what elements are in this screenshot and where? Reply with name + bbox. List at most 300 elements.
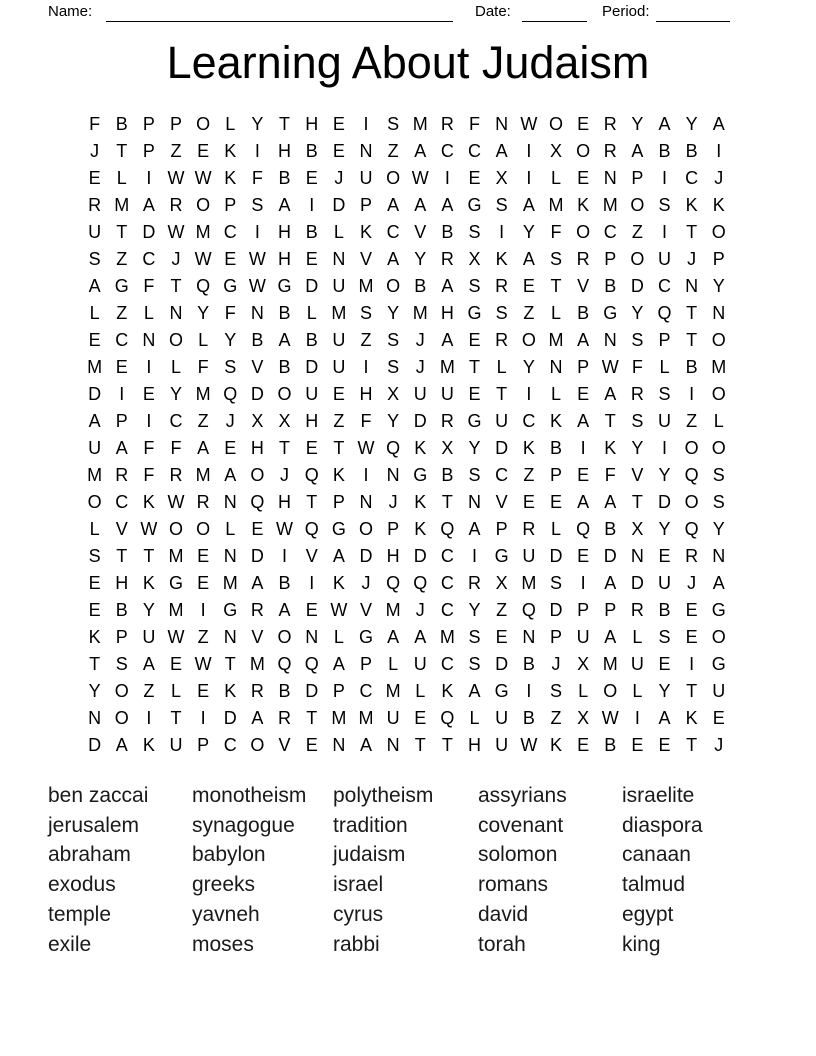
grid-cell: Z	[496, 600, 508, 620]
grid-cell: A	[712, 573, 725, 593]
grid-cell: Y	[658, 681, 671, 701]
grid-cell: M	[548, 195, 564, 215]
grid-cell: D	[305, 276, 319, 296]
grid-cell: L	[550, 519, 561, 539]
grid-cell: S	[88, 249, 101, 269]
grid-cell: I	[363, 465, 369, 485]
grid-cell: U	[658, 249, 672, 269]
grid-cell: E	[197, 546, 210, 566]
grid-cell: E	[88, 330, 101, 350]
grid-cell: R	[250, 681, 264, 701]
grid-cell: C	[169, 411, 183, 431]
grid-cell: H	[250, 438, 264, 458]
grid-cell: O	[603, 681, 618, 701]
grid-cell: A	[658, 708, 671, 728]
grid-cell: G	[494, 681, 509, 701]
grid-cell: O	[358, 519, 373, 539]
grid-cell: K	[414, 519, 427, 539]
grid-cell: Y	[387, 411, 400, 431]
grid-cell: Z	[523, 465, 535, 485]
grid-cell: T	[686, 222, 698, 242]
grid-cell: G	[711, 600, 726, 620]
grid-cell: Q	[440, 519, 455, 539]
grid-cell: S	[468, 465, 481, 485]
grid-cell: S	[658, 195, 671, 215]
grid-cell: P	[577, 600, 590, 620]
grid-cell: I	[662, 438, 668, 458]
word-item: talmud	[622, 873, 686, 897]
grid-cell: J	[90, 141, 100, 161]
grid-cell: U	[169, 735, 183, 755]
grid-cell: P	[631, 168, 644, 188]
grid-cell: G	[168, 573, 183, 593]
grid-cell: B	[577, 303, 590, 323]
grid-cell: J	[687, 573, 697, 593]
grid-cell: J	[551, 654, 561, 674]
grid-cell: E	[685, 600, 698, 620]
grid-cell: B	[278, 357, 291, 377]
grid-cell: K	[577, 195, 590, 215]
grid-cell: R	[603, 114, 617, 134]
grid-cell: G	[603, 303, 618, 323]
grid-cell: M	[602, 654, 618, 674]
grid-cell: V	[251, 627, 264, 647]
grid-cell: A	[604, 492, 617, 512]
word-list-column	[333, 781, 433, 959]
grid-cell: O	[114, 708, 129, 728]
grid-cell: N	[495, 114, 509, 134]
grid-cell: L	[170, 357, 181, 377]
grid-cell: T	[89, 654, 101, 674]
grid-cell: O	[711, 330, 726, 350]
grid-cell: G	[331, 519, 346, 539]
word-item: abraham	[48, 843, 131, 867]
grid-cell: Z	[197, 411, 209, 431]
word-item: king	[622, 932, 661, 956]
grid-cell: Y	[631, 303, 644, 323]
grid-cell: E	[685, 627, 698, 647]
grid-cell: A	[522, 249, 535, 269]
grid-cell: V	[359, 600, 372, 620]
grid-cell: C	[115, 330, 129, 350]
grid-cell: A	[224, 465, 237, 485]
grid-cell: L	[388, 654, 399, 674]
grid-cell: M	[439, 627, 455, 647]
grid-cell: Y	[414, 249, 427, 269]
grid-cell: U	[332, 276, 346, 296]
grid-cell: O	[196, 114, 211, 134]
grid-cell: B	[441, 222, 454, 242]
grid-cell: I	[282, 546, 288, 566]
grid-cell: S	[631, 411, 644, 431]
grid-cell: Z	[686, 411, 698, 431]
word-item: romans	[478, 873, 549, 897]
grid-cell: N	[142, 330, 156, 350]
grid-cell: E	[305, 438, 318, 458]
grid-cell: B	[305, 222, 318, 242]
grid-cell: W	[248, 276, 266, 296]
grid-cell: P	[169, 114, 182, 134]
grid-cell: P	[604, 600, 617, 620]
grid-cell: W	[601, 708, 619, 728]
grid-cell: D	[549, 600, 563, 620]
grid-cell: B	[115, 600, 128, 620]
grid-cell: J	[225, 411, 235, 431]
grid-cell: E	[577, 114, 590, 134]
word-item: israel	[333, 873, 384, 897]
grid-cell: A	[387, 249, 400, 269]
grid-cell: T	[631, 492, 643, 512]
grid-cell: I	[634, 708, 640, 728]
grid-cell: V	[278, 735, 291, 755]
grid-cell: A	[88, 276, 101, 296]
word-item: rabbi	[333, 932, 380, 956]
grid-cell: T	[686, 735, 698, 755]
grid-cell: P	[197, 735, 210, 755]
grid-cell: G	[467, 195, 482, 215]
grid-cell: P	[658, 330, 671, 350]
grid-cell: S	[115, 654, 128, 674]
grid-cell: O	[576, 141, 591, 161]
grid-cell: E	[142, 384, 155, 404]
grid-cell: U	[332, 330, 346, 350]
grid-cell: T	[116, 141, 128, 161]
grid-cell: J	[415, 330, 425, 350]
grid-cell: W	[248, 249, 266, 269]
grid-cell: I	[146, 357, 152, 377]
grid-cell: L	[469, 708, 480, 728]
grid-cell: S	[468, 276, 481, 296]
grid-cell: K	[88, 627, 101, 647]
grid-cell: V	[359, 249, 372, 269]
word-item: ben zaccai	[48, 784, 149, 807]
grid-cell: K	[549, 411, 562, 431]
grid-cell: N	[522, 627, 536, 647]
grid-cell: Y	[468, 600, 481, 620]
grid-cell: U	[712, 681, 726, 701]
grid-cell: O	[711, 384, 726, 404]
word-item: jerusalem	[48, 813, 140, 837]
word-item: polytheism	[333, 784, 434, 807]
grid-cell: S	[88, 546, 101, 566]
grid-cell: E	[169, 654, 182, 674]
grid-cell: D	[603, 546, 617, 566]
grid-cell: R	[603, 141, 617, 161]
grid-cell: T	[333, 438, 345, 458]
grid-cell: C	[386, 222, 400, 242]
grid-cell: E	[522, 492, 535, 512]
grid-cell: M	[87, 357, 103, 377]
grid-cell: H	[115, 573, 129, 593]
grid-cell: E	[305, 600, 318, 620]
grid-cell: R	[440, 249, 454, 269]
grid-cell: E	[631, 735, 644, 755]
grid-cell: L	[550, 384, 561, 404]
grid-cell: M	[331, 708, 347, 728]
grid-cell: L	[550, 303, 561, 323]
grid-cell: D	[223, 708, 237, 728]
grid-cell: N	[549, 357, 563, 377]
grid-cell: A	[441, 330, 454, 350]
grid-cell: R	[169, 465, 183, 485]
grid-cell: O	[521, 330, 536, 350]
grid-cell: T	[550, 276, 562, 296]
grid-cell: N	[386, 465, 400, 485]
grid-cell: R	[88, 195, 102, 215]
grid-cell: M	[412, 303, 428, 323]
grid-cell: P	[604, 249, 617, 269]
grid-cell: W	[520, 735, 538, 755]
grid-cell: P	[495, 519, 508, 539]
grid-cell: L	[415, 681, 426, 701]
grid-cell: Y	[468, 438, 481, 458]
grid-cell: E	[88, 573, 101, 593]
grid-cell: R	[169, 195, 183, 215]
grid-cell: O	[711, 222, 726, 242]
grid-cell: R	[440, 411, 454, 431]
grid-cell: X	[387, 384, 400, 404]
word-list-column	[622, 781, 703, 959]
grid-cell: N	[712, 546, 726, 566]
grid-cell: Z	[143, 681, 155, 701]
grid-cell: A	[604, 384, 617, 404]
grid-cell: Y	[251, 114, 264, 134]
grid-cell: I	[363, 357, 369, 377]
grid-cell: K	[142, 573, 155, 593]
grid-cell: M	[195, 465, 211, 485]
grid-cell: T	[306, 492, 318, 512]
grid-cell: S	[251, 195, 264, 215]
grid-cell: N	[468, 492, 482, 512]
grid-cell: F	[143, 438, 155, 458]
grid-cell: C	[223, 735, 237, 755]
grid-cell: C	[468, 141, 482, 161]
grid-cell: D	[413, 411, 427, 431]
grid-cell: Q	[521, 600, 536, 620]
grid-cell: O	[250, 465, 265, 485]
word-item: covenant	[478, 813, 564, 837]
grid-cell: B	[658, 600, 671, 620]
grid-cell: T	[170, 708, 182, 728]
grid-cell: K	[495, 249, 508, 269]
grid-cell: C	[115, 492, 129, 512]
grid-cell: N	[223, 492, 237, 512]
grid-cell: E	[332, 114, 345, 134]
grid-cell: B	[278, 573, 291, 593]
grid-cell: W	[167, 168, 185, 188]
grid-cell: B	[278, 168, 291, 188]
grid-cell: A	[142, 654, 155, 674]
grid-cell: Q	[657, 303, 672, 323]
grid-cell: F	[224, 303, 236, 323]
grid-cell: B	[549, 438, 562, 458]
grid-cell: N	[630, 546, 644, 566]
grid-cell: A	[414, 195, 427, 215]
grid-cell: X	[251, 411, 264, 431]
grid-cell: N	[603, 168, 617, 188]
grid-cell: R	[115, 465, 129, 485]
grid-cell: R	[440, 114, 454, 134]
grid-cell: O	[630, 195, 645, 215]
grid-cell: U	[522, 546, 536, 566]
grid-cell: Q	[304, 519, 319, 539]
grid-cell: B	[414, 276, 427, 296]
grid-cell: N	[223, 546, 237, 566]
grid-cell: V	[251, 357, 264, 377]
grid-cell: A	[278, 600, 291, 620]
grid-cell: N	[88, 708, 102, 728]
grid-cell: C	[440, 573, 454, 593]
grid-cell: X	[468, 249, 481, 269]
grid-cell: I	[526, 384, 532, 404]
grid-cell: Q	[440, 708, 455, 728]
grid-cell: I	[689, 654, 695, 674]
grid-cell: H	[278, 492, 292, 512]
grid-cell: I	[309, 573, 315, 593]
grid-cell: J	[171, 249, 181, 269]
grid-cell: U	[495, 411, 509, 431]
grid-cell: D	[495, 654, 509, 674]
grid-cell: A	[278, 195, 291, 215]
grid-cell: L	[89, 519, 100, 539]
grid-cell: U	[495, 708, 509, 728]
grid-cell: M	[521, 573, 537, 593]
grid-cell: P	[142, 141, 155, 161]
grid-cell: N	[305, 627, 319, 647]
grid-cell: R	[522, 519, 536, 539]
grid-cell: U	[413, 384, 427, 404]
grid-cell: G	[494, 546, 509, 566]
grid-cell: I	[662, 222, 668, 242]
grid-cell: E	[495, 627, 508, 647]
grid-cell: D	[658, 492, 672, 512]
grid-cell: T	[279, 438, 291, 458]
grid-cell: H	[278, 222, 292, 242]
grid-cell: Q	[304, 654, 319, 674]
grid-cell: U	[658, 411, 672, 431]
grid-cell: D	[332, 195, 346, 215]
grid-cell: U	[576, 627, 590, 647]
grid-cell: K	[549, 735, 562, 755]
grid-cell: A	[387, 627, 400, 647]
grid-cell: F	[469, 114, 481, 134]
grid-cell: K	[224, 141, 237, 161]
grid-cell: O	[684, 438, 699, 458]
word-list-column	[478, 781, 567, 959]
grid-cell: O	[576, 222, 591, 242]
grid-cell: P	[359, 654, 372, 674]
page-title: Learning About Judaism	[166, 37, 650, 88]
grid-cell: Y	[88, 681, 101, 701]
grid-cell: Z	[360, 330, 372, 350]
grid-cell: S	[549, 573, 562, 593]
grid-cell: E	[577, 465, 590, 485]
grid-cell: E	[577, 168, 590, 188]
grid-cell: I	[526, 141, 532, 161]
grid-cell: C	[440, 141, 454, 161]
grid-cell: G	[413, 465, 428, 485]
grid-cell: I	[444, 168, 450, 188]
grid-cell: S	[359, 303, 372, 323]
grid-cell: L	[632, 681, 643, 701]
grid-cell: N	[603, 330, 617, 350]
grid-cell: M	[358, 276, 374, 296]
grid-cell: H	[305, 114, 319, 134]
grid-cell: T	[143, 546, 155, 566]
grid-cell: A	[142, 195, 155, 215]
grid-cell: P	[332, 492, 345, 512]
grid-cell: I	[526, 168, 532, 188]
grid-cell: Q	[386, 438, 401, 458]
grid-cell: X	[441, 438, 454, 458]
grid-cell: N	[359, 492, 373, 512]
grid-cell: E	[468, 168, 481, 188]
grid-cell: S	[631, 330, 644, 350]
grid-cell: I	[200, 600, 206, 620]
grid-cell: A	[468, 681, 481, 701]
grid-cell: V	[495, 492, 508, 512]
grid-cell: J	[415, 357, 425, 377]
grid-cell: E	[577, 735, 590, 755]
word-item: synagogue	[192, 813, 295, 837]
grid-cell: Z	[523, 303, 535, 323]
grid-cell: U	[495, 735, 509, 755]
grid-cell: U	[88, 222, 102, 242]
grid-cell: I	[363, 114, 369, 134]
grid-cell: K	[142, 735, 155, 755]
grid-cell: N	[332, 735, 346, 755]
grid-cell: P	[359, 195, 372, 215]
grid-cell: K	[332, 573, 345, 593]
grid-cell: S	[495, 195, 508, 215]
grid-cell: Q	[684, 465, 699, 485]
grid-cell: P	[712, 249, 725, 269]
grid-cell: A	[251, 573, 264, 593]
grid-cell: T	[116, 546, 128, 566]
grid-cell: O	[630, 249, 645, 269]
grid-cell: C	[359, 681, 373, 701]
grid-cell: L	[713, 411, 724, 431]
grid-cell: A	[414, 141, 427, 161]
grid-cell: D	[250, 546, 264, 566]
grid-cell: L	[225, 519, 236, 539]
grid-cell: F	[550, 222, 562, 242]
grid-cell: R	[630, 600, 644, 620]
grid-cell: O	[87, 492, 102, 512]
grid-cell: T	[441, 735, 453, 755]
grid-cell: W	[194, 654, 212, 674]
name-label: Name:	[48, 3, 93, 20]
grid-cell: C	[440, 546, 454, 566]
grid-cell: L	[170, 681, 181, 701]
grid-cell: R	[250, 600, 264, 620]
grid-cell: D	[142, 222, 156, 242]
grid-cell: T	[496, 384, 508, 404]
grid-cell: O	[684, 492, 699, 512]
grid-cell: E	[305, 168, 318, 188]
grid-cell: H	[359, 384, 373, 404]
grid-cell: L	[578, 681, 589, 701]
word-item: cyrus	[333, 902, 384, 926]
grid-cell: I	[254, 222, 260, 242]
grid-cell: E	[712, 708, 725, 728]
grid-cell: W	[601, 357, 619, 377]
grid-cell: K	[414, 438, 427, 458]
grid-cell: Z	[631, 222, 643, 242]
grid-cell: M	[195, 222, 211, 242]
grid-cell: A	[577, 330, 590, 350]
grid-cell: G	[467, 411, 482, 431]
